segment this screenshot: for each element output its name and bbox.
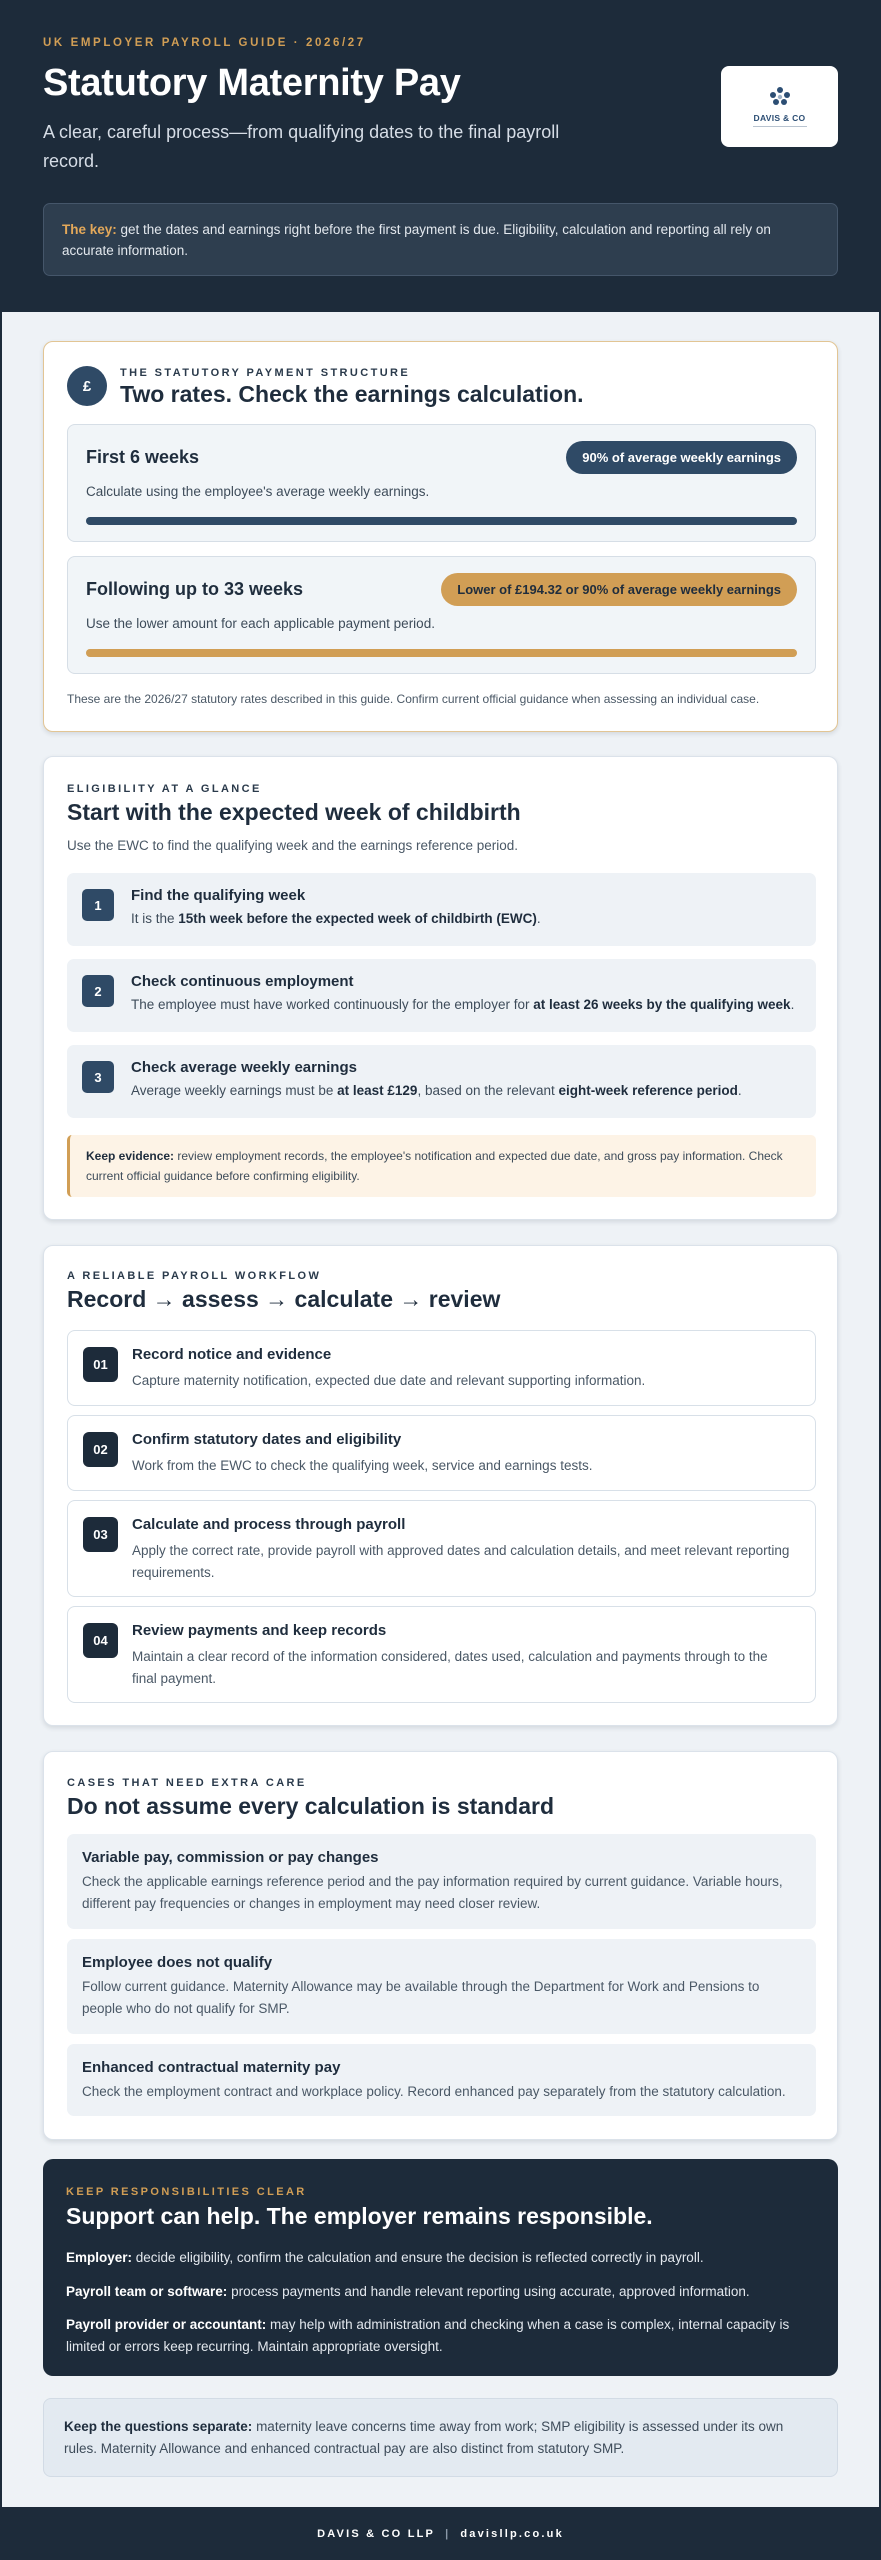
workflow-item-description: Maintain a clear record of the information considered, dates used, calculation and payments through to the final payment. <box>132 1649 768 1686</box>
logo-underline <box>753 126 807 127</box>
responsibility-item <box>66 2314 816 2358</box>
step-description <box>131 1083 742 1098</box>
step-emphasis: at least £129 <box>337 1083 418 1098</box>
responsibility-text: decide eligibility, confirm the calculation and ensure the decision is reflected correctly in payroll. <box>132 2250 704 2265</box>
page-subtitle: A clear, careful process—from qualifying dates to the final payroll record. <box>43 122 560 171</box>
workflow-item-title: Record notice and evidence <box>132 1346 332 1363</box>
key-callout <box>43 203 838 276</box>
rate-description: Calculate using the employee's average weekly earnings. <box>86 484 430 499</box>
support-eyebrow: KEEP RESPONSIBILITIES CLEAR <box>66 2186 307 2198</box>
footer-company: DAVIS & CO LLP <box>317 2527 436 2540</box>
workflow-title: Record → assess → calculate → review <box>67 1286 501 1312</box>
step-text: The employee must have worked continuously for the employer for <box>131 997 534 1012</box>
separate-label: Keep the questions separate: <box>64 2419 253 2434</box>
special-cases-card <box>43 1751 838 2140</box>
structure-eyebrow: THE STATUTORY PAYMENT STRUCTURE <box>120 367 411 379</box>
responsibility-text: may help with administration and checking when a case is complex, internal capacity is limited or errors keep recurring. Maintain appropriate oversight. <box>66 2317 790 2354</box>
workflow-item <box>67 1606 816 1703</box>
cases-title: Do not assume every calculation is standard <box>67 1793 554 1819</box>
company-logo <box>721 66 838 147</box>
step-title: Check continuous employment <box>131 973 354 990</box>
case-title: Enhanced contractual maternity pay <box>82 2059 341 2076</box>
workflow-item <box>67 1500 816 1597</box>
workflow-number: 04 <box>83 1623 118 1658</box>
case-item <box>67 2044 816 2116</box>
step-title: Check average weekly earnings <box>131 1059 357 1076</box>
page-title: Statutory Maternity Pay <box>43 62 461 104</box>
case-title: Employee does not qualify <box>82 1954 273 1971</box>
structure-title: Two rates. Check the earnings calculation. <box>120 381 584 407</box>
guide-eyebrow: UK EMPLOYER PAYROLL GUIDE · 2026/27 <box>43 37 366 49</box>
rate-title: Following up to 33 weeks <box>86 579 304 599</box>
footer-divider: | <box>445 2527 451 2540</box>
workflow-item-title: Confirm statutory dates and eligibility <box>132 1431 402 1448</box>
evidence-callout <box>67 1135 816 1197</box>
key-text: get the dates and earnings right before the first payment is due. Eligibility, calculation and reporting all rely on accurate information. <box>62 222 771 258</box>
workflow-eyebrow: A RELIABLE PAYROLL WORKFLOW <box>67 1270 322 1282</box>
eligibility-step <box>67 959 816 1032</box>
eligibility-eyebrow: ELIGIBILITY AT A GLANCE <box>67 783 262 795</box>
page-footer <box>0 2507 881 2560</box>
workflow-item-description: Capture maternity notification, expected due date and relevant supporting information. <box>132 1373 646 1388</box>
evidence-text: review employment records, the employee's notification and expected due date, and gross pay information. Check current official guidance before confirming eligibility. <box>86 1149 783 1183</box>
pound-icon: £ <box>67 366 107 406</box>
step-number: 2 <box>82 975 114 1007</box>
workflow-item-description: Apply the correct rate, provide payroll with approved dates and calculation details, and meet relevant reporting requirements. <box>132 1543 790 1580</box>
step-text: . <box>790 997 795 1012</box>
rate-bar-fill <box>86 649 797 657</box>
workflow-item <box>67 1415 816 1491</box>
rates-note: These are the 2026/27 statutory rates described in this guide. Confirm current official guidance when assessing an individual case. <box>67 692 760 706</box>
responsibility-item <box>66 2247 816 2269</box>
workflow-item-description: Work from the EWC to check the qualifying week, service and earnings tests. <box>132 1458 593 1473</box>
responsibility-item <box>66 2281 816 2303</box>
rate-bar <box>86 649 797 657</box>
rate-bar <box>86 517 797 525</box>
workflow-number: 02 <box>83 1432 118 1467</box>
responsibilities-card <box>43 2159 838 2376</box>
rate-block-first <box>67 424 816 542</box>
step-emphasis: at least 26 weeks by the qualifying week <box>533 997 791 1012</box>
case-description: Check the applicable earnings reference period and the pay information required by current guidance. Variable hours, different pay frequencies or changes in employment may need closer review. <box>82 1874 783 1911</box>
rate-badge: Lower of £194.32 or 90% of average weekly earnings <box>441 573 797 606</box>
hero-header <box>0 0 881 312</box>
logo-emblem-icon <box>765 86 795 110</box>
eligibility-lead: Use the EWC to find the qualifying week and the earnings reference period. <box>67 838 519 853</box>
rate-title: First 6 weeks <box>86 447 200 467</box>
case-title: Variable pay, commission or pay changes <box>82 1849 379 1866</box>
responsibility-label: Employer: <box>66 2250 133 2265</box>
step-emphasis: 15th week before the expected week of childbirth (EWC) <box>178 911 537 926</box>
separate-text: maternity leave concerns time away from work; SMP eligibility is assessed under its own rules. Maternity Allowance and enhanced contractual pay are also distinct from statutory SMP. <box>64 2419 784 2456</box>
workflow-item-title: Review payments and keep records <box>132 1622 387 1639</box>
responsibility-label: Payroll team or software: <box>66 2284 228 2299</box>
eligibility-step <box>67 873 816 946</box>
rate-block-following <box>67 556 816 674</box>
footer-website-link[interactable]: davisllp.co.uk <box>460 2527 564 2540</box>
workflow-number: 03 <box>83 1517 118 1552</box>
eligibility-step <box>67 1045 816 1118</box>
workflow-number: 01 <box>83 1347 118 1382</box>
step-text: . <box>737 1083 742 1098</box>
step-title: Find the qualifying week <box>131 887 306 904</box>
step-emphasis: eight-week reference period <box>558 1083 738 1098</box>
rate-bar-fill <box>86 517 797 525</box>
workflow-item <box>67 1330 816 1406</box>
eligibility-card <box>43 756 838 1220</box>
workflow-item-title: Calculate and process through payroll <box>132 1516 406 1533</box>
step-text: Average weekly earnings must be <box>131 1083 338 1098</box>
step-text: It is the <box>131 911 179 926</box>
rate-description: Use the lower amount for each applicable payment period. <box>86 616 435 631</box>
rate-badge: 90% of average weekly earnings <box>566 441 797 474</box>
step-number: 1 <box>82 889 114 921</box>
key-label: The key: <box>62 222 117 237</box>
step-description <box>131 911 541 926</box>
separate-questions-callout <box>43 2398 838 2477</box>
support-title: Support can help. The employer remains responsible. <box>66 2203 653 2229</box>
cases-eyebrow: CASES THAT NEED EXTRA CARE <box>67 1777 307 1789</box>
case-item <box>67 1939 816 2034</box>
case-description: Follow current guidance. Maternity Allowance may be available through the Department for Work and Pensions to people who do not qualify for SMP. <box>82 1979 760 2016</box>
responsibility-text: process payments and handle relevant reporting using accurate, approved information. <box>227 2284 750 2299</box>
step-number: 3 <box>82 1061 114 1093</box>
case-item <box>67 1834 816 1929</box>
case-description: Check the employment contract and workplace policy. Record enhanced pay separately from the statutory calculation. <box>82 2084 786 2099</box>
logo-text: DAVIS & CO <box>753 113 806 123</box>
evidence-label: Keep evidence: <box>86 1149 175 1163</box>
workflow-card <box>43 1245 838 1726</box>
payment-structure-card <box>43 341 838 732</box>
step-description <box>131 997 794 1012</box>
step-text: . <box>536 911 541 926</box>
step-text: , based on the relevant <box>417 1083 559 1098</box>
responsibility-label: Payroll provider or accountant: <box>66 2317 267 2332</box>
eligibility-title: Start with the expected week of childbirth <box>67 799 521 825</box>
